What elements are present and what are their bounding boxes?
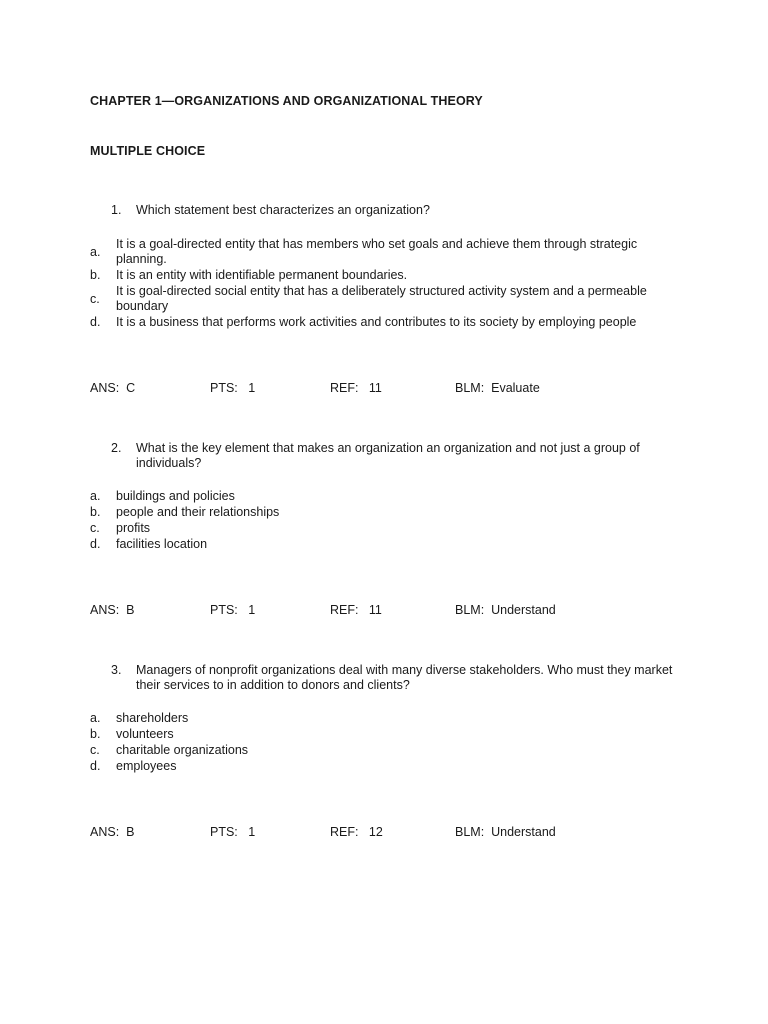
option-a (90, 489, 710, 504)
option-letter: b. (90, 727, 101, 741)
option-d (90, 759, 710, 774)
option-letter: c. (90, 743, 100, 757)
option-c (90, 521, 710, 536)
option-letter: c. (90, 521, 100, 535)
option-text: people and their relationships (116, 505, 280, 519)
option-letter: c. (90, 292, 100, 306)
answer-value: ANS: C (90, 381, 136, 395)
option-letter: a. (90, 489, 101, 503)
bloom-level: BLM: Evaluate (455, 381, 540, 395)
option-a (90, 237, 710, 268)
option-text: It is a business that performs work activities and contributes to its society by employing people (116, 315, 637, 329)
answer-line (90, 825, 650, 840)
option-letter: d. (90, 759, 101, 773)
option-letter: d. (90, 315, 101, 329)
option-letter: d. (90, 537, 101, 551)
option-text: facilities location (116, 537, 208, 551)
option-text: It is goal-directed social entity that has a deliberately structured activity system and a permeable boundary (116, 284, 647, 313)
chapter-title: CHAPTER 1—ORGANIZATIONS AND ORGANIZATIONAL THEORY (90, 94, 483, 108)
option-letter: a. (90, 245, 101, 259)
question-number: 1. (111, 203, 122, 217)
option-b (90, 505, 710, 520)
points-value: PTS: 1 (210, 825, 256, 839)
option-text: It is a goal-directed entity that has members who set goals and achieve them through strategic planning. (116, 237, 638, 266)
option-text: shareholders (116, 711, 189, 725)
reference-value: REF: 11 (330, 603, 382, 617)
option-text: buildings and policies (116, 489, 235, 503)
question-text: What is the key element that makes an organization an organization and not just a group of individuals? (136, 441, 640, 470)
answer-value: ANS: B (90, 603, 135, 617)
answer-line (90, 381, 650, 396)
option-text: profits (116, 521, 151, 535)
option-c (90, 284, 710, 315)
option-d (90, 537, 710, 552)
question-number: 3. (111, 663, 122, 677)
question-number: 2. (111, 441, 122, 455)
question-text: Which statement best characterizes an organization? (136, 203, 430, 217)
option-letter: b. (90, 505, 101, 519)
reference-value: REF: 12 (330, 825, 383, 839)
answer-line (90, 603, 650, 618)
points-value: PTS: 1 (210, 381, 256, 395)
option-text: volunteers (116, 727, 174, 741)
option-b (90, 268, 710, 283)
option-text: It is an entity with identifiable permanent boundaries. (116, 268, 408, 282)
reference-value: REF: 11 (330, 381, 382, 395)
points-value: PTS: 1 (210, 603, 256, 617)
option-text: employees (116, 759, 177, 773)
bloom-level: BLM: Understand (455, 603, 556, 617)
option-c (90, 743, 710, 758)
option-letter: b. (90, 268, 101, 282)
option-text: charitable organizations (116, 743, 249, 757)
section-title: MULTIPLE CHOICE (90, 144, 206, 158)
option-b (90, 727, 710, 742)
question-text: Managers of nonprofit organizations deal with many diverse stakeholders. Who must they market their services to in addition to donors and clients? (136, 663, 673, 692)
option-a (90, 711, 710, 726)
option-letter: a. (90, 711, 101, 725)
answer-value: ANS: B (90, 825, 135, 839)
option-d (90, 315, 710, 330)
bloom-level: BLM: Understand (455, 825, 556, 839)
